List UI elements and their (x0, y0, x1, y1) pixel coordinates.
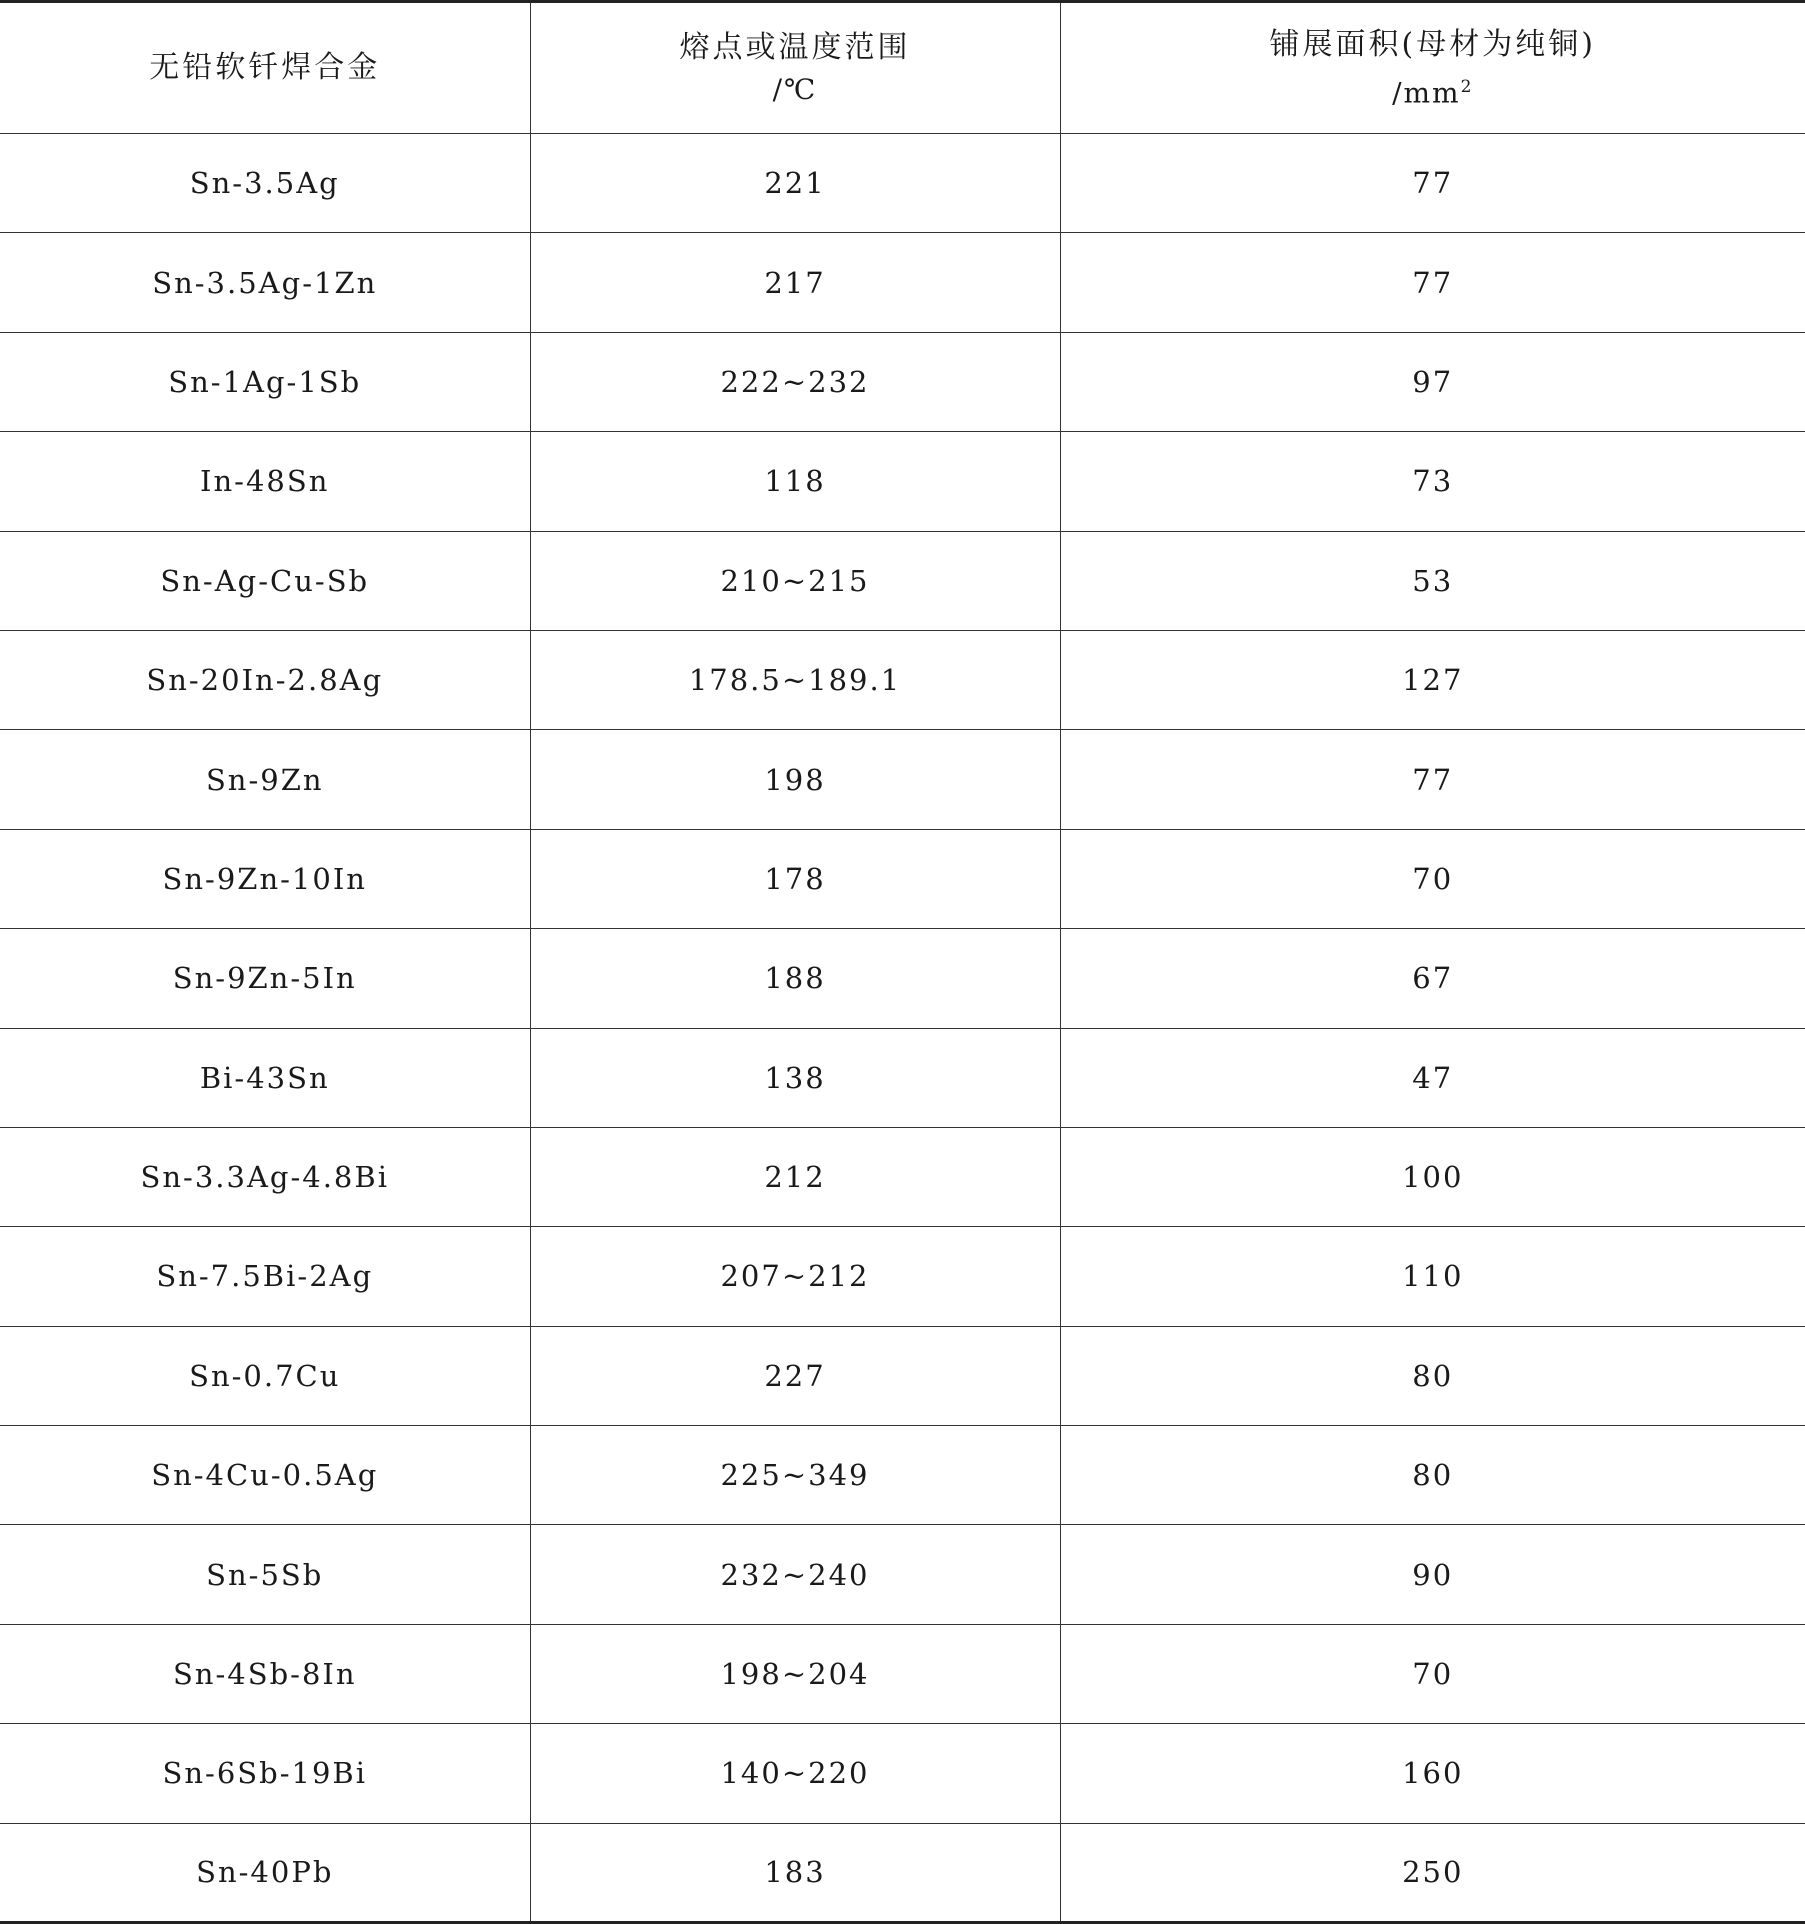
cell-alloy-value: Sn-6Sb-19Bi (162, 1756, 367, 1790)
cell-melting-value: 207~212 (720, 1259, 869, 1293)
cell-spread-value: 77 (1412, 763, 1453, 797)
cell-spread (1060, 1028, 1805, 1127)
header-spread-unit: /mm (1392, 76, 1461, 109)
cell-spread (1060, 1823, 1805, 1922)
cell-spread (1060, 531, 1805, 630)
cell-alloy-value: Sn-1Ag-1Sb (168, 365, 361, 399)
cell-melting-value: 212 (764, 1160, 825, 1194)
cell-alloy (0, 531, 530, 630)
cell-alloy (0, 1724, 530, 1823)
cell-alloy-value: Sn-4Sb-8In (173, 1657, 357, 1691)
cell-melting-value: 221 (764, 166, 825, 200)
cell-alloy-value: Sn-4Cu-0.5Ag (151, 1458, 378, 1492)
cell-alloy-value: Sn-3.5Ag (190, 166, 340, 200)
cell-spread (1060, 929, 1805, 1028)
table-row (0, 1525, 1805, 1624)
cell-alloy-value: Sn-3.3Ag-4.8Bi (141, 1160, 389, 1194)
cell-alloy-value: Sn-20In-2.8Ag (146, 663, 383, 697)
cell-alloy (0, 134, 530, 233)
cell-alloy-value: Sn-9Zn-10In (163, 862, 367, 896)
cell-melting (530, 1127, 1060, 1226)
cell-spread (1060, 1525, 1805, 1624)
cell-alloy-value: Sn-9Zn-5In (173, 961, 357, 995)
cell-spread-value: 160 (1402, 1756, 1463, 1790)
table-row (0, 929, 1805, 1028)
cell-spread (1060, 1724, 1805, 1823)
table-header (0, 2, 1805, 134)
cell-melting (530, 332, 1060, 431)
cell-alloy (0, 1525, 530, 1624)
header-spread-label: 铺展面积(母材为纯铜) (1061, 23, 1805, 67)
cell-alloy (0, 929, 530, 1028)
cell-alloy-value: Sn-40Pb (196, 1855, 333, 1889)
cell-spread (1060, 332, 1805, 431)
cell-alloy-value: Sn-3.5Ag-1Zn (152, 266, 377, 300)
cell-spread (1060, 1127, 1805, 1226)
cell-melting-value: 178 (764, 862, 825, 896)
table-row (0, 1028, 1805, 1127)
table-row (0, 1624, 1805, 1723)
cell-alloy-value: Sn-Ag-Cu-Sb (160, 564, 369, 598)
cell-spread (1060, 233, 1805, 332)
header-spread (1060, 2, 1805, 134)
cell-spread-value: 80 (1412, 1359, 1453, 1393)
header-melting-label: 熔点或温度范围 (531, 26, 1060, 70)
cell-spread-value: 77 (1412, 266, 1453, 300)
table-row (0, 432, 1805, 531)
cell-spread-value: 73 (1412, 464, 1453, 498)
cell-spread (1060, 1624, 1805, 1723)
cell-spread (1060, 630, 1805, 729)
table-body (0, 134, 1805, 1923)
cell-alloy (0, 730, 530, 829)
cell-melting-value: 210~215 (720, 564, 869, 598)
table-row (0, 1426, 1805, 1525)
cell-alloy (0, 1823, 530, 1922)
cell-melting (530, 1426, 1060, 1525)
cell-melting-value: 178.5~189.1 (689, 663, 901, 697)
table-row (0, 1227, 1805, 1326)
cell-alloy (0, 233, 530, 332)
cell-melting (530, 531, 1060, 630)
header-alloy (0, 2, 530, 134)
table-row (0, 1724, 1805, 1823)
cell-spread (1060, 1227, 1805, 1326)
table-row (0, 332, 1805, 431)
cell-melting-value: 198 (764, 763, 825, 797)
cell-melting (530, 134, 1060, 233)
cell-alloy (0, 432, 530, 531)
table-row (0, 630, 1805, 729)
cell-spread (1060, 730, 1805, 829)
cell-alloy-value: Bi-43Sn (200, 1061, 330, 1095)
cell-melting (530, 1724, 1060, 1823)
cell-melting-value: 227 (764, 1359, 825, 1393)
header-melting-unit: /℃ (531, 70, 1060, 110)
header-spread-unit-sup: 2 (1461, 77, 1474, 97)
cell-spread-value: 90 (1412, 1558, 1453, 1592)
cell-melting (530, 1227, 1060, 1326)
cell-alloy (0, 630, 530, 729)
cell-melting (530, 929, 1060, 1028)
cell-alloy (0, 1028, 530, 1127)
cell-melting (530, 432, 1060, 531)
cell-spread (1060, 432, 1805, 531)
cell-melting-value: 225~349 (720, 1458, 869, 1492)
cell-melting-value: 232~240 (720, 1558, 869, 1592)
cell-spread (1060, 1426, 1805, 1525)
table-row (0, 1127, 1805, 1226)
cell-alloy-value: Sn-5Sb (206, 1558, 323, 1592)
cell-spread-value: 250 (1402, 1855, 1463, 1889)
cell-melting-value: 118 (764, 464, 825, 498)
cell-alloy-value: Sn-0.7Cu (189, 1359, 340, 1393)
cell-alloy (0, 1127, 530, 1226)
cell-melting-value: 222~232 (720, 365, 869, 399)
cell-melting-value: 217 (764, 266, 825, 300)
cell-spread (1060, 829, 1805, 928)
cell-melting-value: 198~204 (720, 1657, 869, 1691)
table-row (0, 134, 1805, 233)
cell-melting (530, 1326, 1060, 1425)
table-row (0, 233, 1805, 332)
table-row (0, 531, 1805, 630)
cell-spread-value: 47 (1412, 1061, 1453, 1095)
cell-spread-value: 110 (1402, 1259, 1463, 1293)
cell-alloy-value: Sn-9Zn (206, 763, 324, 797)
cell-alloy (0, 1426, 530, 1525)
cell-spread-value: 70 (1412, 862, 1453, 896)
cell-melting-value: 140~220 (720, 1756, 869, 1790)
cell-alloy-value: Sn-7.5Bi-2Ag (156, 1259, 373, 1293)
cell-spread-value: 100 (1402, 1160, 1463, 1194)
header-spread-unit-line (1061, 67, 1805, 113)
cell-melting-value: 188 (764, 961, 825, 995)
header-row (0, 2, 1805, 134)
table-row (0, 829, 1805, 928)
cell-melting (530, 1624, 1060, 1723)
cell-spread-value: 67 (1412, 961, 1453, 995)
table-row (0, 1326, 1805, 1425)
cell-spread-value: 70 (1412, 1657, 1453, 1691)
cell-alloy (0, 829, 530, 928)
cell-melting (530, 1525, 1060, 1624)
cell-spread-value: 97 (1412, 365, 1453, 399)
cell-spread (1060, 1326, 1805, 1425)
cell-spread-value: 53 (1412, 564, 1453, 598)
cell-melting (530, 233, 1060, 332)
cell-melting (530, 630, 1060, 729)
cell-spread-value: 80 (1412, 1458, 1453, 1492)
cell-spread-value: 127 (1402, 663, 1463, 697)
cell-alloy-value: In-48Sn (200, 464, 329, 498)
cell-spread-value: 77 (1412, 166, 1453, 200)
table-row (0, 1823, 1805, 1922)
cell-alloy (0, 1326, 530, 1425)
header-melting (530, 2, 1060, 134)
cell-melting-value: 183 (764, 1855, 825, 1889)
cell-melting (530, 1028, 1060, 1127)
cell-melting (530, 730, 1060, 829)
cell-alloy (0, 332, 530, 431)
cell-alloy (0, 1227, 530, 1326)
cell-melting (530, 829, 1060, 928)
cell-melting (530, 1823, 1060, 1922)
table-row (0, 730, 1805, 829)
cell-spread (1060, 134, 1805, 233)
cell-melting-value: 138 (764, 1061, 825, 1095)
header-alloy-label: 无铅软钎焊合金 (0, 46, 530, 90)
cell-alloy (0, 1624, 530, 1723)
